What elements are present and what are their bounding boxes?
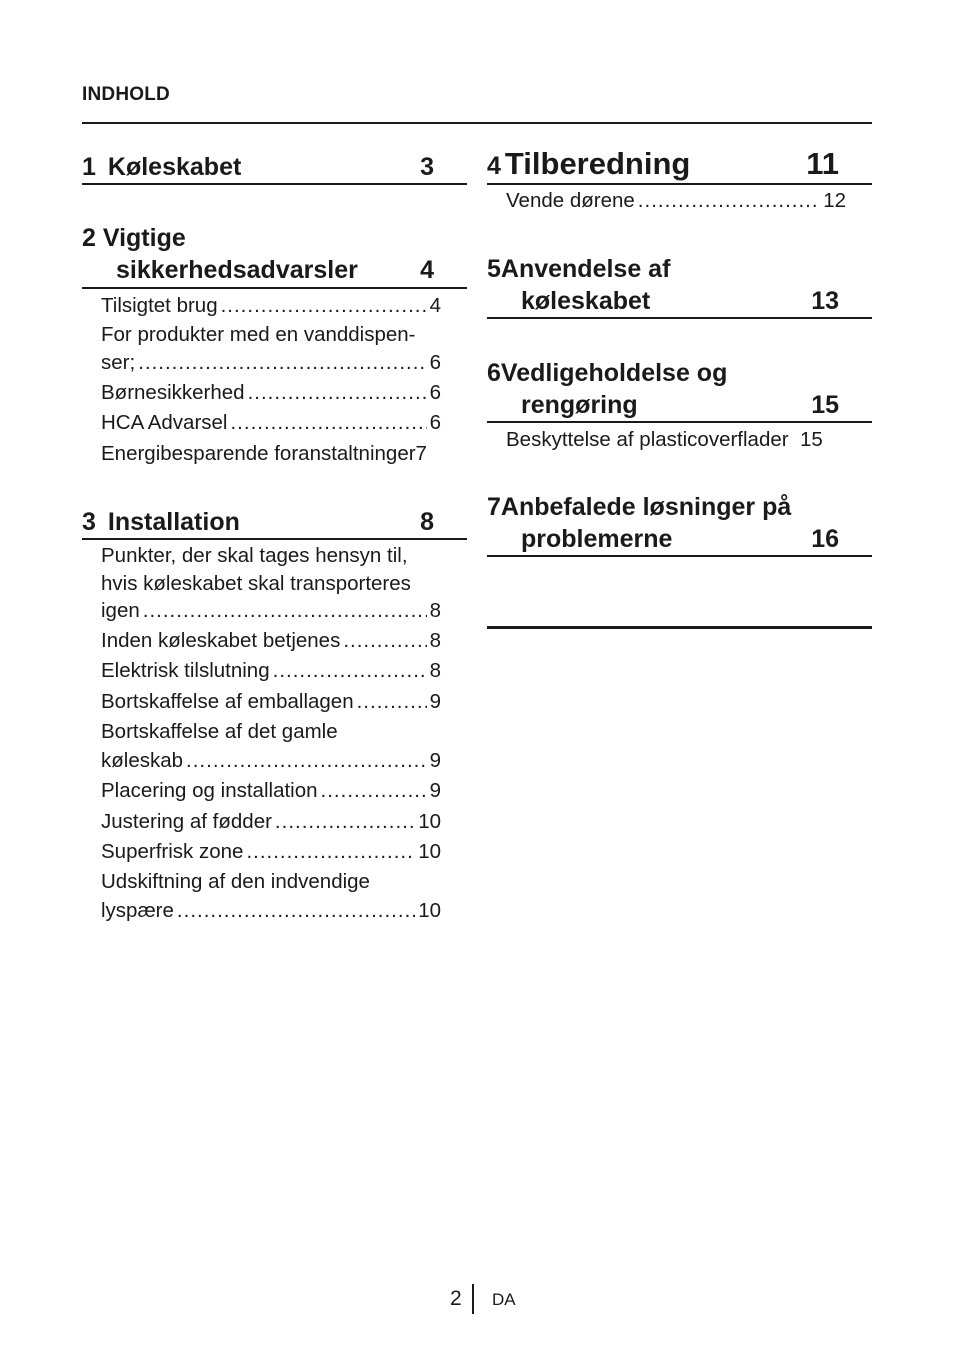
- section-number: 6: [487, 359, 501, 387]
- toc-entry[interactable]: Superfrisk zone ..... 10: [101, 836, 441, 867]
- toc-entry-line: Bortskaffelse af det gamle: [101, 720, 338, 743]
- toc-entry[interactable]: Elektrisk tilslutning ..... 8: [101, 656, 441, 686]
- section-title: Installation: [107, 508, 240, 536]
- footer-divider: [472, 1284, 474, 1314]
- header-rule: [82, 122, 872, 124]
- toc-entry-line: Punkter, der skal tages hensyn til,: [101, 544, 408, 567]
- toc-section-6[interactable]: [487, 357, 839, 421]
- toc-entry-line: For produkter med en vanddispen-: [101, 323, 416, 346]
- toc-entry[interactable]: igen ..... 8: [101, 597, 441, 625]
- toc-entries-4: [506, 187, 846, 215]
- toc-entry[interactable]: Beskyttelse af plasticoverflader 15: [506, 428, 823, 451]
- section-number: 5: [487, 255, 501, 283]
- section-rule: [487, 555, 872, 557]
- language-code: DA: [492, 1290, 516, 1309]
- toc-entry[interactable]: lyspære ..... 10: [101, 897, 441, 924]
- toc-entry[interactable]: Justering af fødder ..... 10: [101, 807, 441, 836]
- section-rule: [82, 183, 467, 185]
- section-rule: [82, 538, 467, 540]
- section-rule: [487, 421, 872, 423]
- section-rule: [487, 183, 872, 185]
- section-rule: [82, 287, 467, 289]
- section-title-line1: Anbefalede løsninger på: [500, 493, 792, 521]
- section-title: Køleskabet: [107, 153, 242, 181]
- toc-entries-2: [101, 291, 441, 471]
- section-number: 1: [82, 153, 96, 181]
- section-title: Tilberedning: [504, 146, 691, 181]
- toc-entries-6: [506, 426, 851, 454]
- toc-section-3[interactable]: [82, 506, 434, 538]
- toc-entry[interactable]: Placering og installation ..... 9: [101, 774, 441, 807]
- toc-entry[interactable]: Vende dørene ..... 12: [506, 187, 846, 215]
- column-end-rule: [487, 626, 872, 629]
- page-number: 2: [450, 1287, 462, 1310]
- toc-section-7[interactable]: [487, 491, 839, 555]
- toc-entry-line: hvis køleskabet skal transporteres: [101, 572, 411, 595]
- toc-entry[interactable]: køleskab ..... 9: [101, 747, 441, 774]
- toc-entry[interactable]: Inden køleskabet betjenes ..... 8: [101, 625, 441, 656]
- section-number: 2: [82, 224, 96, 252]
- toc-section-2[interactable]: [82, 222, 434, 286]
- section-title-line1: Vigtige: [102, 224, 186, 252]
- section-title-line1: Anvendelse af: [500, 255, 671, 283]
- section-page: 11: [806, 146, 839, 181]
- section-page: 13: [811, 287, 839, 315]
- section-rule: [487, 317, 872, 319]
- toc-entry[interactable]: Bortskaffelse af emballagen ..... 9: [101, 686, 441, 717]
- section-title-line2: rengøring: [521, 391, 638, 419]
- section-title-line2: problemerne: [521, 525, 673, 553]
- toc-entry[interactable]: ser; ..... 6: [101, 349, 441, 376]
- section-page: 3: [420, 153, 434, 181]
- section-page: 4: [420, 256, 434, 284]
- toc-entry[interactable]: Energibesparende foranstaltninger7: [101, 442, 427, 465]
- section-title-line1: Vedligeholdelse og: [500, 359, 728, 387]
- toc-entries-3: [101, 542, 441, 924]
- toc-section-5[interactable]: [487, 253, 839, 317]
- section-page: 16: [811, 525, 839, 553]
- toc-entry[interactable]: Børnesikkerhed ..... 6: [101, 376, 441, 409]
- section-number: 7: [487, 493, 501, 521]
- toc-entry[interactable]: HCA Advarsel ..... 6: [101, 409, 441, 437]
- toc-section-1[interactable]: [82, 151, 434, 183]
- section-page: 15: [811, 391, 839, 419]
- toc-section-4[interactable]: [487, 146, 839, 182]
- section-page: 8: [420, 508, 434, 536]
- page-title: INDHOLD: [82, 84, 170, 105]
- section-number: 3: [82, 508, 96, 536]
- section-title-line2: køleskabet: [521, 287, 651, 315]
- toc-entry[interactable]: Tilsigtet brug ..... 4: [101, 291, 441, 321]
- toc-entry-line: Udskiftning af den indvendige: [101, 870, 370, 893]
- section-title-line2: sikkerhedsadvarsler: [116, 256, 358, 284]
- section-number: 4: [487, 152, 501, 180]
